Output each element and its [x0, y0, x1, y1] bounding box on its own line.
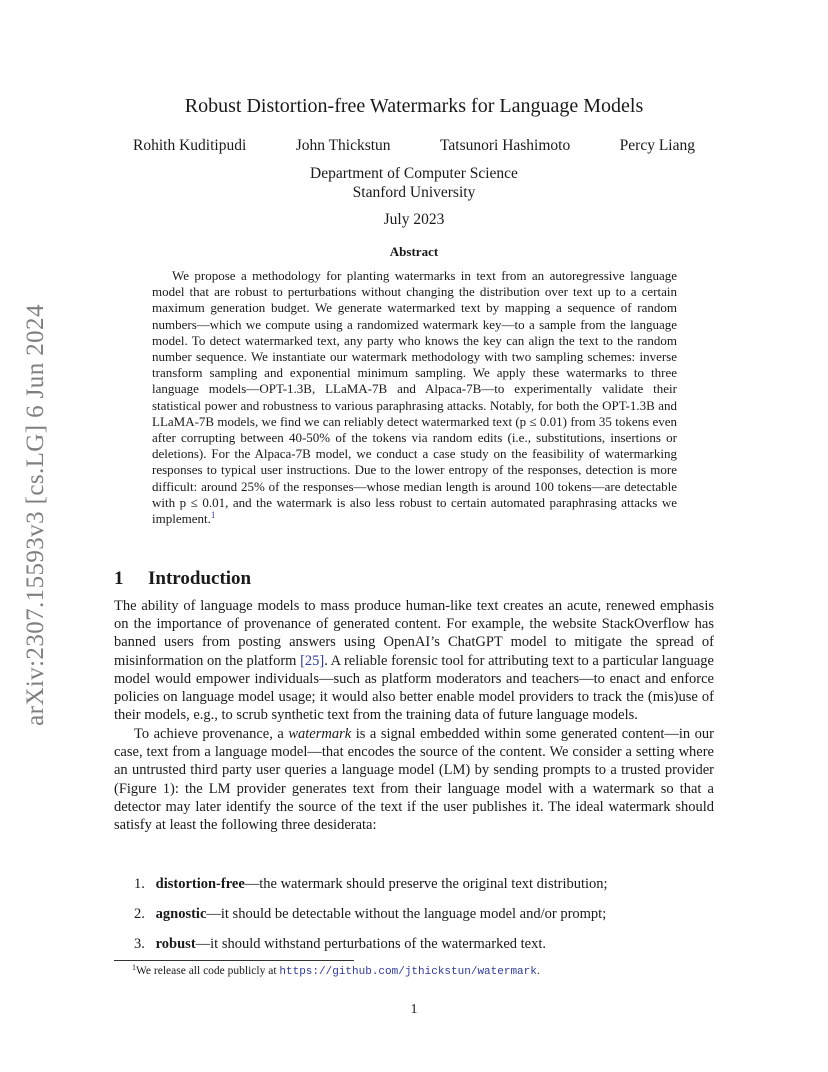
arxiv-identifier-stamp: arXiv:2307.15593v3 [cs.LG] 6 Jun 2024: [22, 304, 49, 726]
section-title: Introduction: [148, 568, 252, 589]
body-paragraph: To achieve provenance, a watermark is a signal embedded within some generated content—in our case, text from a language model—that encodes the source of the content. We consider a setting where an untrusted third party user queries a language model (LM) by sending prompts to a trusted provider (Figure 1): the LM provider generates text from their language model with a watermark so that a detector may later identify the source of the text if the user publishes it. The ideal watermark should satisfy at least the following three desiderata:: [114, 726, 715, 834]
body-paragraph: The ability of language models to mass produce human-like text creates an acute, renewed emphasis on the importance of provenance of generated content. For example, the website StackOverflow has banned users from posting answers using OpenAI’s ChatGPT model to mitigate the spread of misinformation on the platform [25]. A reliable forensic tool for attributing text to a particular language model would empower individuals—such as platform moderators and teachers—to enact and enforce policies on language model usage; it would also better enable model providers to track the (mis)use of their models, e.g., to scrub synthetic text from the training data of future language models.: [114, 598, 714, 724]
author-name: John Thickstun: [295, 137, 391, 154]
list-item: 1. distortion-free—the watermark should preserve the original text distribution;: [134, 876, 608, 892]
affiliation-university: Stanford University: [352, 184, 476, 201]
paper-title: Robust Distortion-free Watermarks for Language Models: [184, 95, 644, 117]
page-number: 1: [410, 1002, 418, 1017]
abstract-heading: Abstract: [389, 244, 439, 259]
footnote-link[interactable]: 1: [210, 510, 216, 521]
list-term: distortion-free: [155, 876, 245, 892]
citation-link[interactable]: [25]: [300, 652, 325, 669]
author-name: Rohith Kuditipudi: [133, 137, 247, 154]
list-term: robust: [155, 936, 196, 952]
list-item: 2. agnostic—it should be detectable without the language model and/or prompt;: [134, 906, 607, 922]
desiderata-list: [134, 875, 608, 965]
section-number: 1: [114, 568, 124, 589]
affiliation-department: Department of Computer Science: [310, 165, 518, 182]
emphasized-term: watermark: [288, 726, 352, 742]
author-name: Tatsunori Hashimoto: [440, 137, 571, 154]
code-repository-link[interactable]: https://github.com/jthickstun/watermark: [279, 966, 537, 978]
abstract-text: We propose a methodology for planting watermarks in text from an autoregressive language model that are robust to perturbations without changing the distribution over text up to a certain maximum generation budget. We generate watermarked text by mapping a sequence of random numbers—which we compute using a randomized watermark key—to a sample from the language model. To detect watermarked text, any party who knows the key can align the text to the random number sequence. We instantiate our watermark methodology with two sampling schemes: inverse transform sampling and exponential minimum sampling. We apply these watermarks to three language models—OPT-1.3B, LLaMA-7B and Alpaca-7B—to experimentally validate their statistical power and robustness to various paraphrasing attacks. Notably, for both the OPT-1.3B and LLaMA-7B models, we find we can reliably detect watermarked text (p ≤ 0.01) from 35 tokens even after corrupting between 40-50% of the tokens via random edits (i.e., substitutions, insertions or deletions). For the Alpaca-7B model, we conduct a case study on the feasibility of watermarking responses to typical user instructions. Due to the lower entropy of the responses, detection is more difficult: around 25% of the responses—whose median length is around 100 tokens—are detectable with p ≤ 0.01, and the watermark is also less robust to certain automated paraphrasing attacks we implement.$^1$: [152, 268, 677, 527]
list-item: 3. robust—it should withstand perturbations of the watermarked text.: [134, 936, 546, 952]
paper-date: July 2023: [383, 211, 445, 228]
footnote-divider: [114, 960, 354, 961]
list-term: agnostic: [155, 906, 207, 922]
footnote: $^1$We release all code publicly at https://github.com/jthickstun/watermark.: [132, 963, 540, 978]
author-list: [133, 137, 695, 155]
section-heading: [114, 568, 251, 590]
author-name: Percy Liang: [619, 137, 695, 154]
